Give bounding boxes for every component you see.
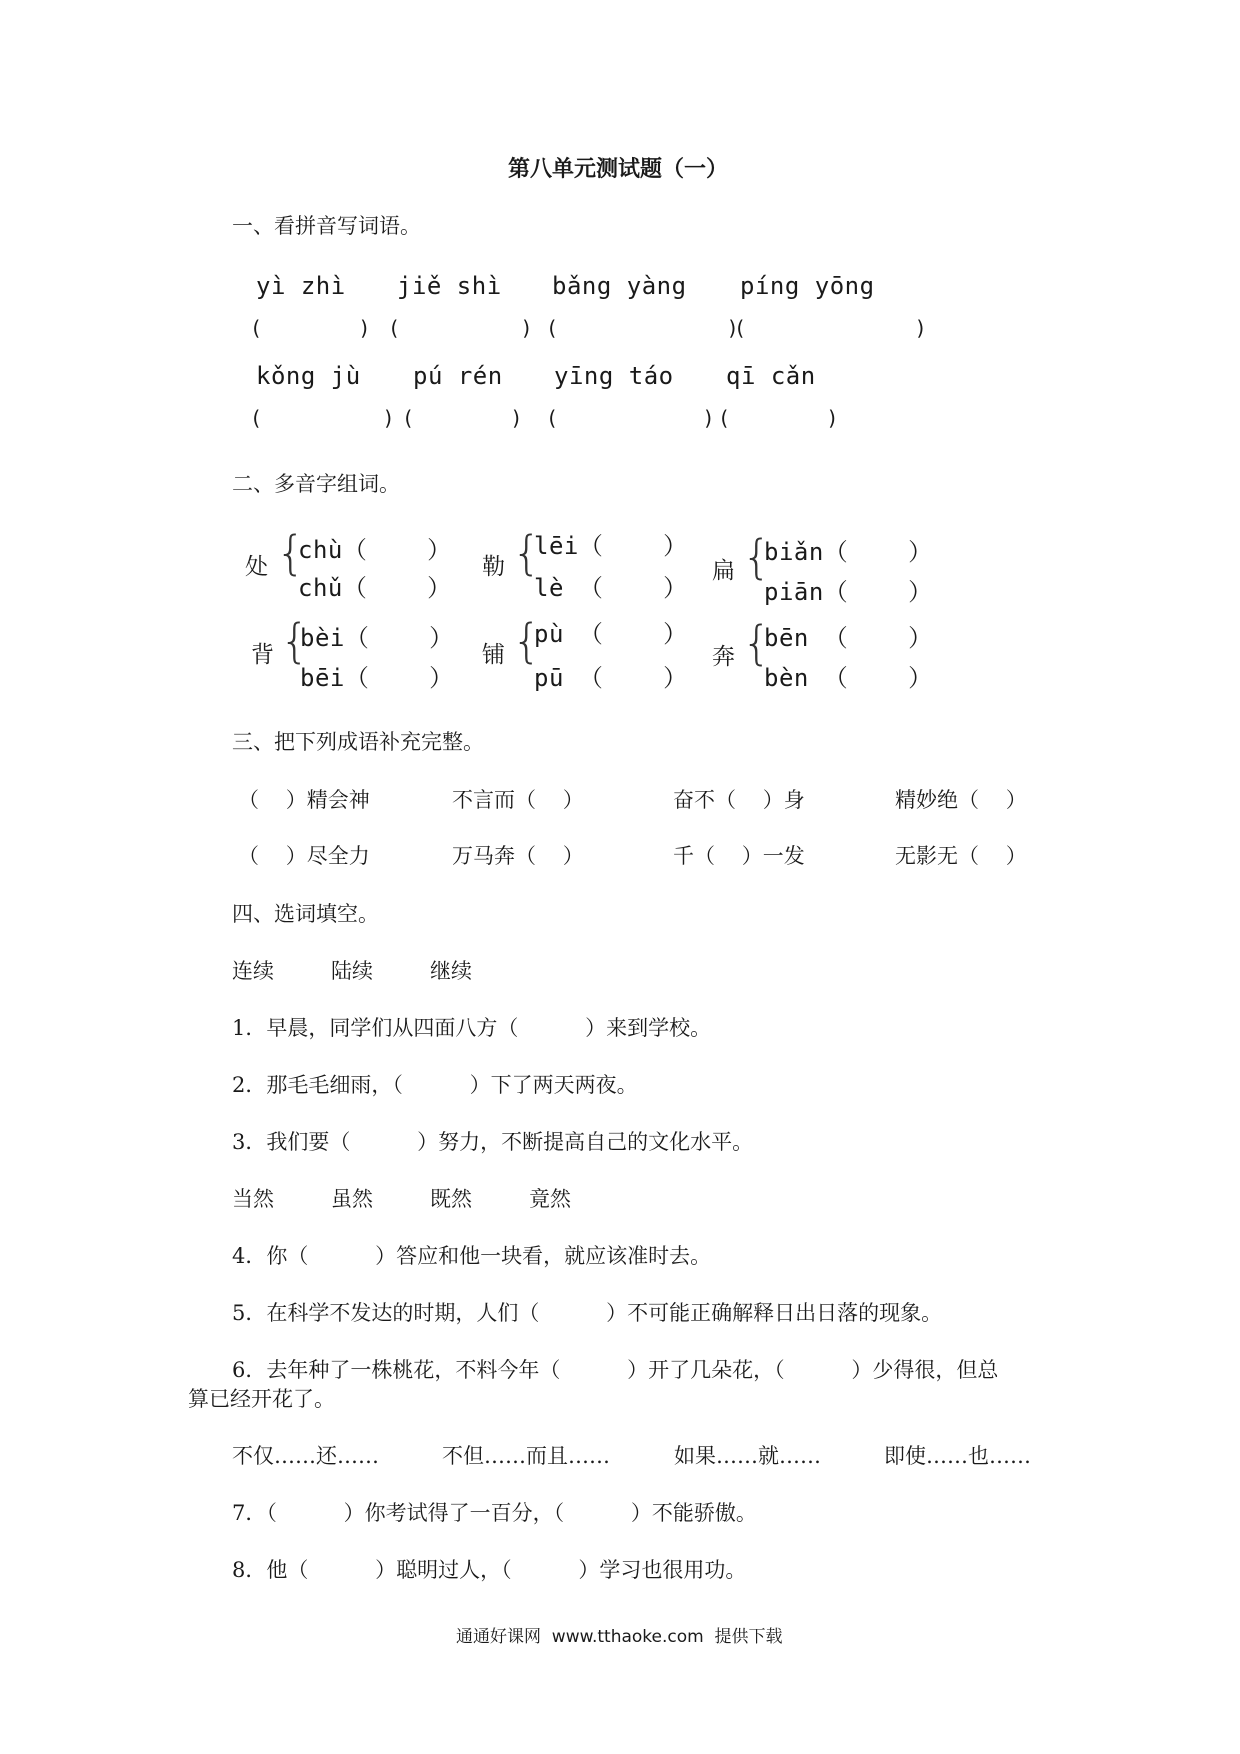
polyphone-reading-6b[interactable]: bèn （ ） [764,664,933,692]
section-4-heading: 四、选词填空。 [232,902,379,926]
polyphone-char-5: 铺 [482,642,505,668]
brace-6: { [742,616,772,670]
pinyin-6: pú rén [413,362,503,390]
answer-blank-2[interactable]: ( ) [388,316,533,340]
answer-blank-7[interactable]: ( ) [546,406,715,430]
answer-blank-5[interactable]: ( ) [250,406,395,430]
pinyin-1: yì zhì [256,272,346,300]
idiom-4[interactable]: 精妙绝（ ） [895,788,1027,812]
question-6-line-2: 算已经开花了。 [188,1387,335,1411]
footer-credit: 通通好课网 www.tthaoke.com 提供下载 [456,1627,783,1647]
idiom-8[interactable]: 无影无（ ） [895,844,1027,868]
polyphone-reading-4a[interactable]: bèi（ ） [300,624,454,652]
question-2[interactable]: 2．那毛毛细雨，（ ）下了两天两夜。 [232,1073,638,1097]
word-choice: 当然 [232,1187,274,1211]
answer-blank-3[interactable]: ( ) [546,316,739,340]
polyphone-reading-3a[interactable]: biǎn（ ） [764,538,933,566]
question-7[interactable]: 7．（ ）你考试得了一百分，（ ）不能骄傲。 [232,1501,757,1525]
word-choice: 竟然 [529,1187,571,1211]
word-choice: 虽然 [331,1187,373,1211]
polyphone-char-4: 背 [251,642,274,668]
word-choice: 陆续 [331,959,373,983]
page-title: 第八单元测试题（一） [508,156,729,182]
pinyin-8: qī cǎn [726,362,816,390]
section-1-heading: 一、看拼音写词语。 [232,214,421,238]
idiom-7[interactable]: 千（ ）一发 [673,844,805,868]
word-choice: 即使……也…… [884,1444,1031,1468]
word-choice: 如果……就…… [674,1444,821,1468]
question-6-line-1[interactable]: 6．去年种了一株桃花，不料今年（ ）开了几朵花，（ ）少得很，但总 [232,1358,999,1382]
idiom-6[interactable]: 万马奔（ ） [452,844,584,868]
idiom-2[interactable]: 不言而（ ） [452,788,584,812]
polyphone-reading-4b[interactable]: bēi（ ） [300,664,454,692]
polyphone-char-6: 奔 [712,644,735,670]
word-choice: 继续 [430,959,472,983]
pinyin-5: kǒng jù [256,362,361,390]
polyphone-char-2: 勒 [482,554,505,580]
word-choice: 连续 [232,959,274,983]
answer-blank-8[interactable]: ( ) [718,406,839,430]
pinyin-7: yīng táo [554,362,674,390]
idiom-3[interactable]: 奋不（ ）身 [673,788,805,812]
answer-blank-6[interactable]: ( ) [402,406,523,430]
question-8[interactable]: 8．他（ ）聪明过人，（ ）学习也很用功。 [232,1558,747,1582]
question-4[interactable]: 4．你（ ）答应和他一块看，就应该准时去。 [232,1244,712,1268]
pinyin-2: jiě shì [397,272,502,300]
question-1[interactable]: 1．早晨，同学们从四面八方（ ）来到学校。 [232,1016,712,1040]
word-choice: 不仅……还…… [232,1444,379,1468]
polyphone-reading-2b[interactable]: lè （ ） [534,574,688,602]
polyphone-reading-1b[interactable]: chǔ（ ） [298,574,452,602]
polyphone-reading-2a[interactable]: lēi（ ） [534,532,688,560]
polyphone-reading-6a[interactable]: bēn （ ） [764,624,933,652]
answer-blank-4[interactable]: ( ) [734,316,927,340]
brace-5: { [512,614,542,668]
word-choice: 不但……而且…… [442,1444,610,1468]
section-2-heading: 二、多音字组词。 [232,472,400,496]
polyphone-reading-5b[interactable]: pū （ ） [534,664,688,692]
brace-3: { [742,530,772,584]
polyphone-char-1: 处 [245,554,268,580]
idiom-1[interactable]: （ ）精会神 [238,788,370,812]
answer-blank-1[interactable]: ( ) [250,316,371,340]
idiom-5[interactable]: （ ）尽全力 [238,844,370,868]
brace-1: { [276,526,306,580]
word-choice: 既然 [430,1187,472,1211]
question-5[interactable]: 5．在科学不发达的时期，人们（ ）不可能正确解释日出日落的现象。 [232,1301,943,1325]
brace-4: { [280,614,310,668]
polyphone-reading-1a[interactable]: chù（ ） [298,536,452,564]
pinyin-3: bǎng yàng [552,272,687,300]
brace-2: { [512,526,542,580]
polyphone-reading-5a[interactable]: pù （ ） [534,620,688,648]
polyphone-reading-3b[interactable]: piān（ ） [764,578,933,606]
question-3[interactable]: 3．我们要（ ）努力，不断提高自己的文化水平。 [232,1130,754,1154]
polyphone-char-3: 扁 [712,558,735,584]
pinyin-4: píng yōng [740,272,875,300]
section-3-heading: 三、把下列成语补充完整。 [232,730,484,754]
